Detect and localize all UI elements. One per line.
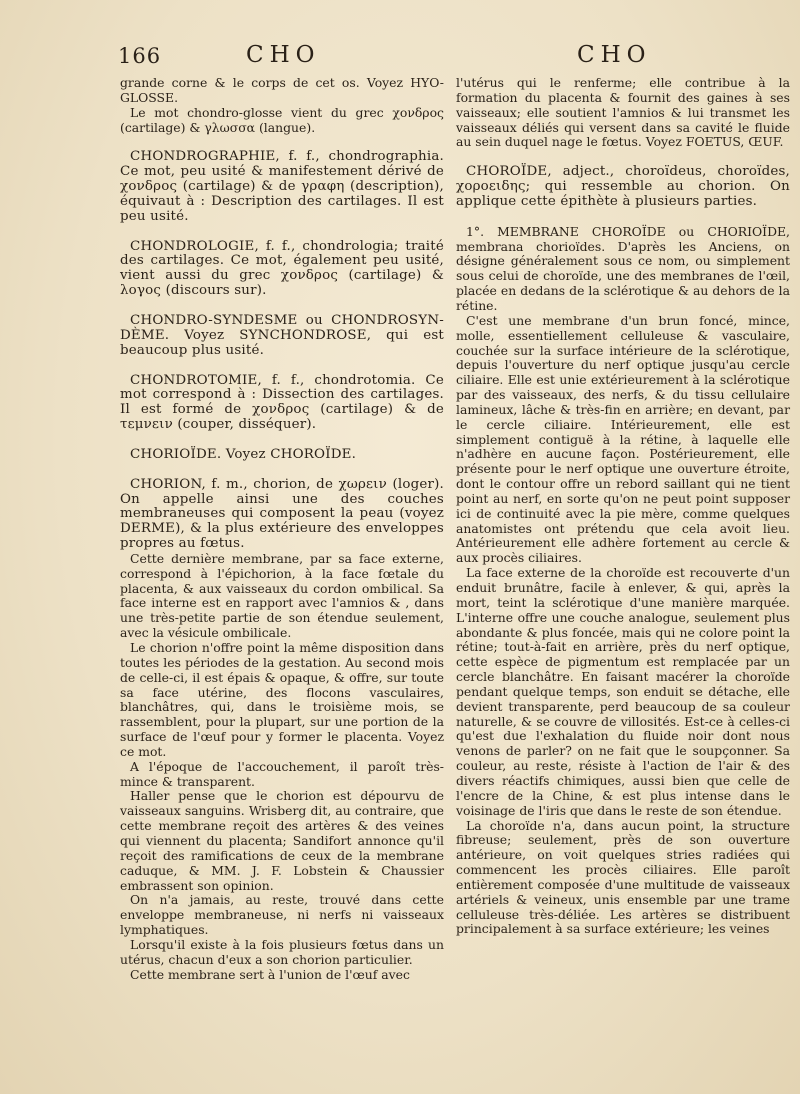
running-header [0, 40, 800, 70]
paragraph: Cette membrane sert à l'union de l'œuf avec [130, 966, 410, 982]
right-column [456, 76, 790, 937]
paragraph: On n'a jamais, au reste, trouvé dans cette enveloppe membraneuse, ni nerfs ni vaisseaux lymphatiques. [120, 892, 444, 938]
entry-chondro-syndesme: CHONDRO-SYNDESME ou CHONDROSYN-DÈME. Voyez SYNCHONDROSE, qui est beaucoup plus usité. [120, 312, 444, 358]
paragraph: C'est une membrane d'un brun foncé, mince, molle, essentiellement celluleuse & vasculaire, couchée sur la surface intérieure de la sclérotique, depuis l'ouverture du nerf optique jusqu'au cercle ciliaire. Elle est unie extérieurement à la sclérotique par des vaisseaux, des nerfs, & du tissu cellulaire lamineux, lâche & très-fin en arrière; en devant, par le cercle ciliaire. Intérieurement, elle est simplement contiguë à la rétine, à laquelle elle n'adhère en aucune façon. Postérieurement, elle présente pour le nerf optique une ouverture étroite, dont le contour offre un rebord saillant qui ne tient point au nerf, en sorte qu'on ne peut point supposer ici de continuité avec la pie mère, comme quelques anatomistes ont prétendu que cela avoit lieu. Antérieurement elle adhère fortement au cercle & aux procès ciliaires. [456, 312, 790, 566]
paragraph: Haller pense que le chorion est dépourvu de vaisseaux sanguins. Wrisberg dit, au contraire, que cette membrane reçoit des artères & des veines qui viennent du placenta; Sandifort annonce qu'il reçoit des ramifications de ceux de la membrane caduque, & MM. J. F. Lobstein & Chaussier embrassent son opinion. [120, 788, 444, 893]
entry-chondrologie: CHONDROLOGIE, f. f., chondrologia; traité des cartilages. Ce mot, également peu usité, vient aussi du grec χονδρος (cartilage) & λογος (discours sur). [120, 238, 444, 299]
paragraph: Le mot chondro-glosse vient du grec χονδρος (cartilage) & γλωσσα (langue). [120, 104, 444, 135]
running-head-right: CHO [577, 42, 652, 68]
paragraph: La choroïde n'a, dans aucun point, la structure fibreuse; seulement, près de son ouverture antérieure, on voit quelques stries radiées qui commencent les procès ciliaires. Elle paroît entièrement composée d'une multitude de vaisseaux artériels & veineux, unis ensemble par une trame celluleuse très-déliée. Les artères se distribuent principalement à sa surface extérieure; les veines [456, 817, 790, 937]
entry-chorion: CHORION, f. m., chorion, de χωρειν (loger). On appelle ainsi une des couches membraneuses qui composent la peau (voyez DERME), & la plus extérieure des enveloppes propres au fœtus. [120, 476, 444, 552]
paragraph: Le chorion n'offre point la même disposition dans toutes les périodes de la gestation. Au second mois de celle-ci, il est épais & opaque, & offre, sur toute sa face utérine, des flocons vasculaires, blanchâtres, qui, dans le troisième mois, se rassemblent, pour la plupart, sur une portion de la surface de l'œuf pour y former le placenta. Voyez ce mot. [120, 640, 444, 759]
paragraph: Cette dernière membrane, par sa face externe, correspond à l'épichorion, à la face fœtale du placenta, & aux vaisseaux du cordon ombilical. Sa face interne est en rapport avec l'amnios & , dans une très-petite partie de son étendue seulement, avec la vésicule ombilicale. [120, 550, 444, 641]
entry-chondrographie: CHONDROGRAPHIE, f. f., chondrographia. Ce mot, peu usité & manifestement dérivé de χονδρος (cartilage) & de γραφη (description), équivaut à : Description des cartilages. Il est peu usité. [120, 149, 444, 224]
running-head-left: CHO [246, 42, 321, 68]
entry-chondrotomie: CHONDROTOMIE, f. f., chondrotomia. Ce mot correspond à : Dissection des cartilages. Il est formé de χονδρος (cartilage) & de τεμνειν (couper, disséquer). [120, 372, 444, 433]
paragraph: l'utérus qui le renferme; elle contribue à la formation du placenta & fournit des gaines à ses vaisseaux; elle soutient l'amnios & lui transmet les vaisseaux déliés qui versent dans sa cavité le fluide au sein duquel nage le fœtus. Voyez FOETUS, ŒUF. [456, 75, 790, 150]
left-column [120, 76, 444, 982]
paragraph: Lorsqu'il existe à la fois plusieurs fœtus dans un utérus, chacun d'eux a son chorion particulier. [120, 936, 444, 967]
paragraph: grande corne & le corps de cet os. Voyez HYO-GLOSSE. [120, 75, 444, 105]
entry-choroide: CHOROÏDE, adject., choroïdeus, choroïdes, χοροειδης; qui ressemble au chorion. On applique cette épithète à plusieurs parties. [456, 164, 790, 209]
page-number: 166 [118, 44, 162, 68]
entry-chorioide: CHORIOÏDE. Voyez CHOROÏDE. [130, 446, 357, 462]
subentry-membrane-choroide: 1°. MEMBRANE CHOROÏDE ou CHORIOÏDE, membrana chorioïdes. D'après les Anciens, on désigne généralement sous ce nom, ou simplement sous celui de choroïde, une des membranes de l'œil, placée en dedans de la sclérotique & au dehors de la rétine. [456, 223, 790, 313]
paragraph: A l'époque de l'accouchement, il paroît très-mince & transparent. [120, 758, 444, 789]
paragraph: La face externe de la choroïde est recouverte d'un enduit brunâtre, facile à enlever, & qui, après la mort, teint la sclérotique d'une manière marquée. L'interne offre une couche analogue, seulement plus abondante & plus foncée, mais qui ne colore point la rétine; tout-à-fait en arrière, près du nerf optique, cette espèce de pigmentum est remplacée par un cercle blanchâtre. En faisant macérer la choroïde pendant quelque temps, son enduit se détache, elle devient transparente, perd beaucoup de sa couleur naturelle, & se couvre de villosités. Est-ce à celles-ci qu'est due l'exhalation du fluide noir dont nous venons de parler? on ne fait que le soupçonner. Sa couleur, au reste, résiste à l'action de l'air & des divers réactifs chimiques, aussi bien que celle de l'encre de la Chine, & est plus intense dans le voisinage de l'iris que dans le reste de son étendue. [456, 565, 790, 818]
